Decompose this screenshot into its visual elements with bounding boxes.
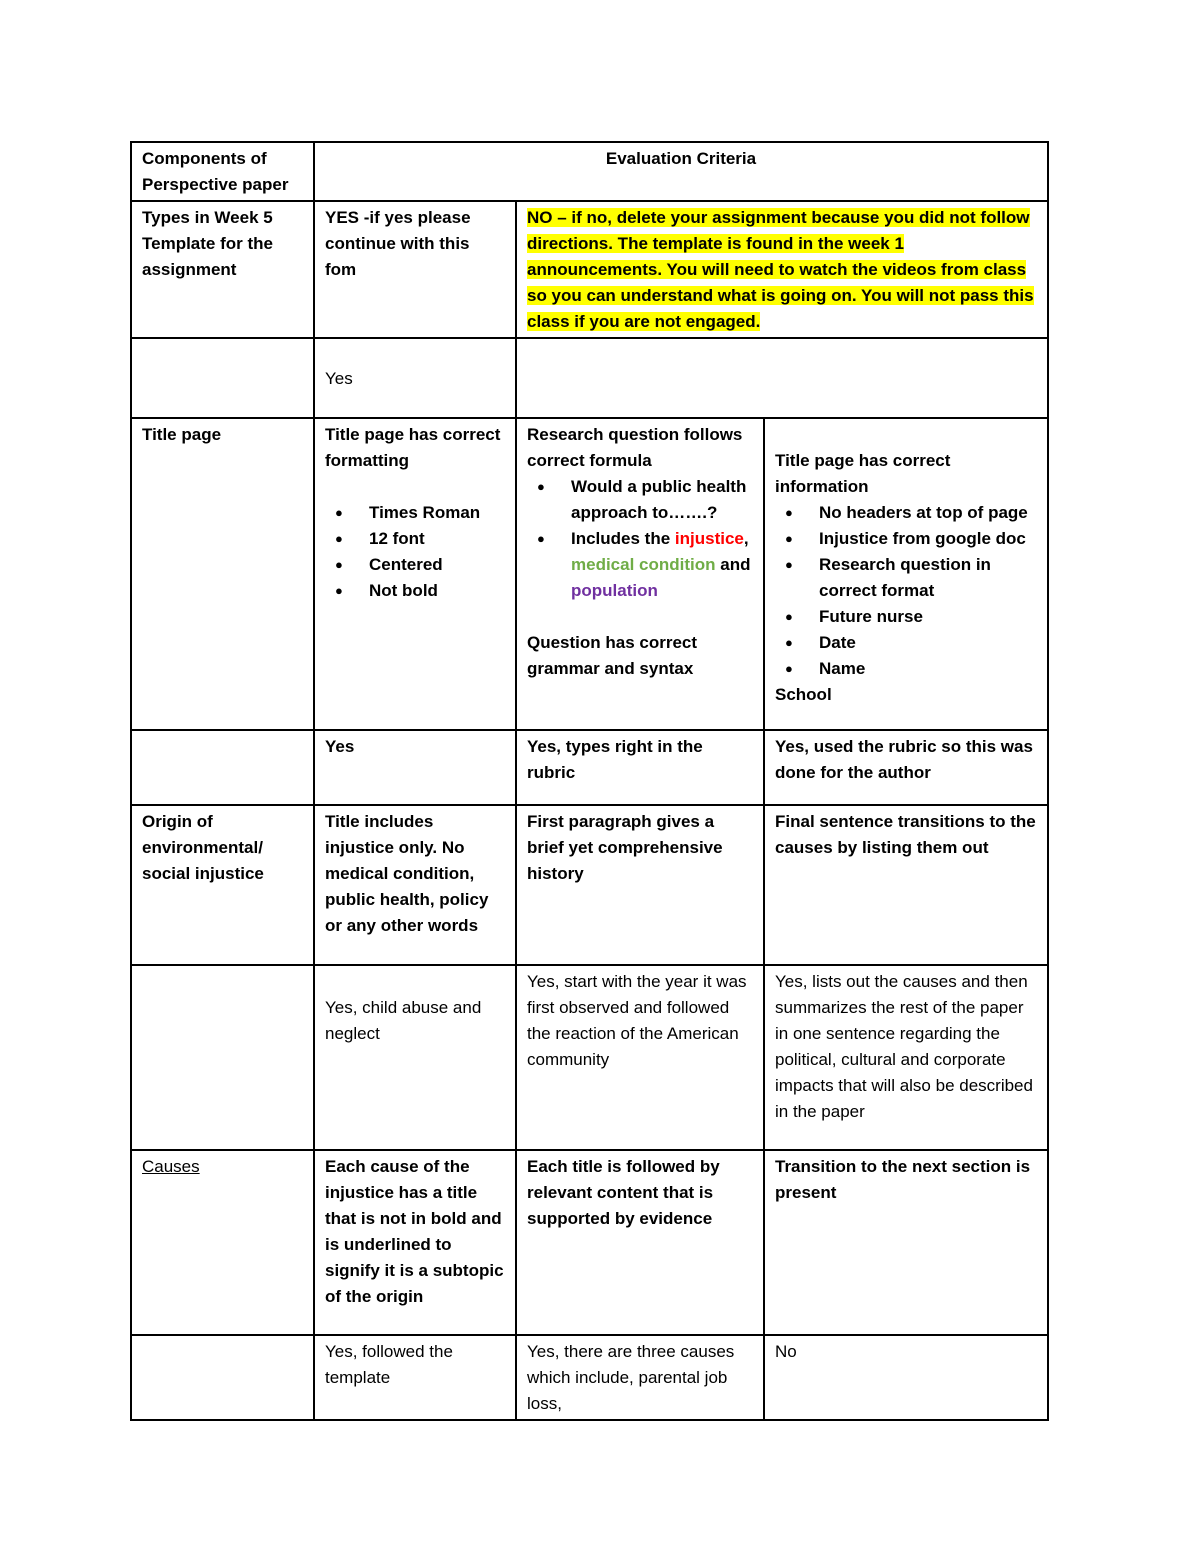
population-text: population xyxy=(571,581,658,600)
origin-answer-col1 xyxy=(314,965,516,1150)
template-row xyxy=(131,201,1048,338)
origin-row xyxy=(131,805,1048,965)
causes-answer-col1: Yes, followed the template xyxy=(314,1335,516,1420)
origin-col2: First paragraph gives a brief yet comprehensive history xyxy=(516,805,764,965)
origin-component: Origin of environmental/ social injustice xyxy=(131,805,314,965)
template-yes-criteria: YES -if yes please continue with this fom xyxy=(314,201,516,338)
list-item: ● Times Roman xyxy=(369,500,505,526)
origin-col1: Title includes injustice only. No medical condition, public health, policy or any other words xyxy=(314,805,516,965)
injustice-text: injustice xyxy=(674,529,744,548)
causes-answer-row xyxy=(131,1335,1048,1420)
origin-answer-col3: Yes, lists out the causes and then summarizes the rest of the paper in one sentence regarding the political, cultural and corporate impacts that will also be described in the paper xyxy=(764,965,1048,1150)
empty-cell xyxy=(131,965,314,1150)
list-item: ● Not bold xyxy=(369,578,505,604)
information-heading: Title page has correct information xyxy=(775,451,951,496)
formatting-list xyxy=(325,500,505,604)
title-formatting-criteria xyxy=(314,418,516,730)
list-item: ● Would a public health approach to…….? xyxy=(571,474,753,526)
empty-cell xyxy=(131,1335,314,1420)
list-item: ● Future nurse xyxy=(819,604,1037,630)
comma-text: , xyxy=(743,529,749,548)
grammar-criteria: Question has correct grammar and syntax xyxy=(527,633,698,678)
research-question-criteria xyxy=(516,418,764,730)
and-text: and xyxy=(720,555,751,574)
list-item: ● Injustice from google doc xyxy=(819,526,1037,552)
list-item: ● Name xyxy=(819,656,1037,682)
evaluation-rubric-table xyxy=(130,141,1049,1421)
title-answer-col3: Yes, used the rubric so this was done for the author xyxy=(764,730,1048,805)
causes-col3: Transition to the next section is present xyxy=(764,1150,1048,1335)
highlighted-warning: NO – if no, delete your assignment because you did not follow directions. The template is found in the week 1 announcements. You will need to watch the videos from class so you can understand what is going on. You will not pass this class if you are not engaged. xyxy=(527,208,1034,331)
template-answer-row xyxy=(131,338,1048,418)
information-list xyxy=(775,500,1037,682)
title-answer-row xyxy=(131,730,1048,805)
list-item: ● No headers at top of page xyxy=(819,500,1037,526)
causes-col2: Each title is followed by relevant content that is supported by evidence xyxy=(516,1150,764,1335)
components-header: Components of Perspective paper xyxy=(131,142,314,201)
information-trailing: School xyxy=(775,685,832,704)
causes-answer-col2: Yes, there are three causes which include, parental job loss, xyxy=(516,1335,764,1420)
list-item: ● Centered xyxy=(369,552,505,578)
list-item xyxy=(571,526,753,604)
empty-cell xyxy=(516,338,1048,418)
causes-col1: Each cause of the injustice has a title that is not in bold and is underlined to signify it is a subtopic of the origin xyxy=(314,1150,516,1335)
medical-condition-text: medical condition xyxy=(571,555,716,574)
title-page-component: Title page xyxy=(131,418,314,730)
research-heading: Research question follows correct formula xyxy=(527,425,743,470)
research-list xyxy=(527,474,753,604)
title-answer-col1: Yes xyxy=(314,730,516,805)
origin-answer-col2: Yes, start with the year it was first observed and followed the reaction of the American community xyxy=(516,965,764,1150)
causes-component: Causes xyxy=(131,1150,314,1335)
template-answer: Yes xyxy=(314,338,516,418)
title-answer-col2: Yes, types right in the rubric xyxy=(516,730,764,805)
causes-row xyxy=(131,1150,1048,1335)
causes-answer-col3: No xyxy=(764,1335,1048,1420)
evaluation-criteria-header: Evaluation Criteria xyxy=(314,142,1048,201)
template-component: Types in Week 5 Template for the assignment xyxy=(131,201,314,338)
origin-answer-row xyxy=(131,965,1048,1150)
origin-col3: Final sentence transitions to the causes by listing them out xyxy=(764,805,1048,965)
origin-answer-col1-text: Yes, child abuse and neglect xyxy=(325,998,482,1043)
list-item: ● Research question in correct format xyxy=(819,552,1037,604)
list-item: ● 12 font xyxy=(369,526,505,552)
empty-cell xyxy=(131,338,314,418)
formatting-heading: Title page has correct formatting xyxy=(325,425,501,470)
empty-cell xyxy=(131,730,314,805)
list-item-text: Includes the xyxy=(571,529,671,548)
title-page-row xyxy=(131,418,1048,730)
header-row xyxy=(131,142,1048,201)
template-no-criteria xyxy=(516,201,1048,338)
list-item: ● Date xyxy=(819,630,1037,656)
title-information-criteria xyxy=(764,418,1048,730)
